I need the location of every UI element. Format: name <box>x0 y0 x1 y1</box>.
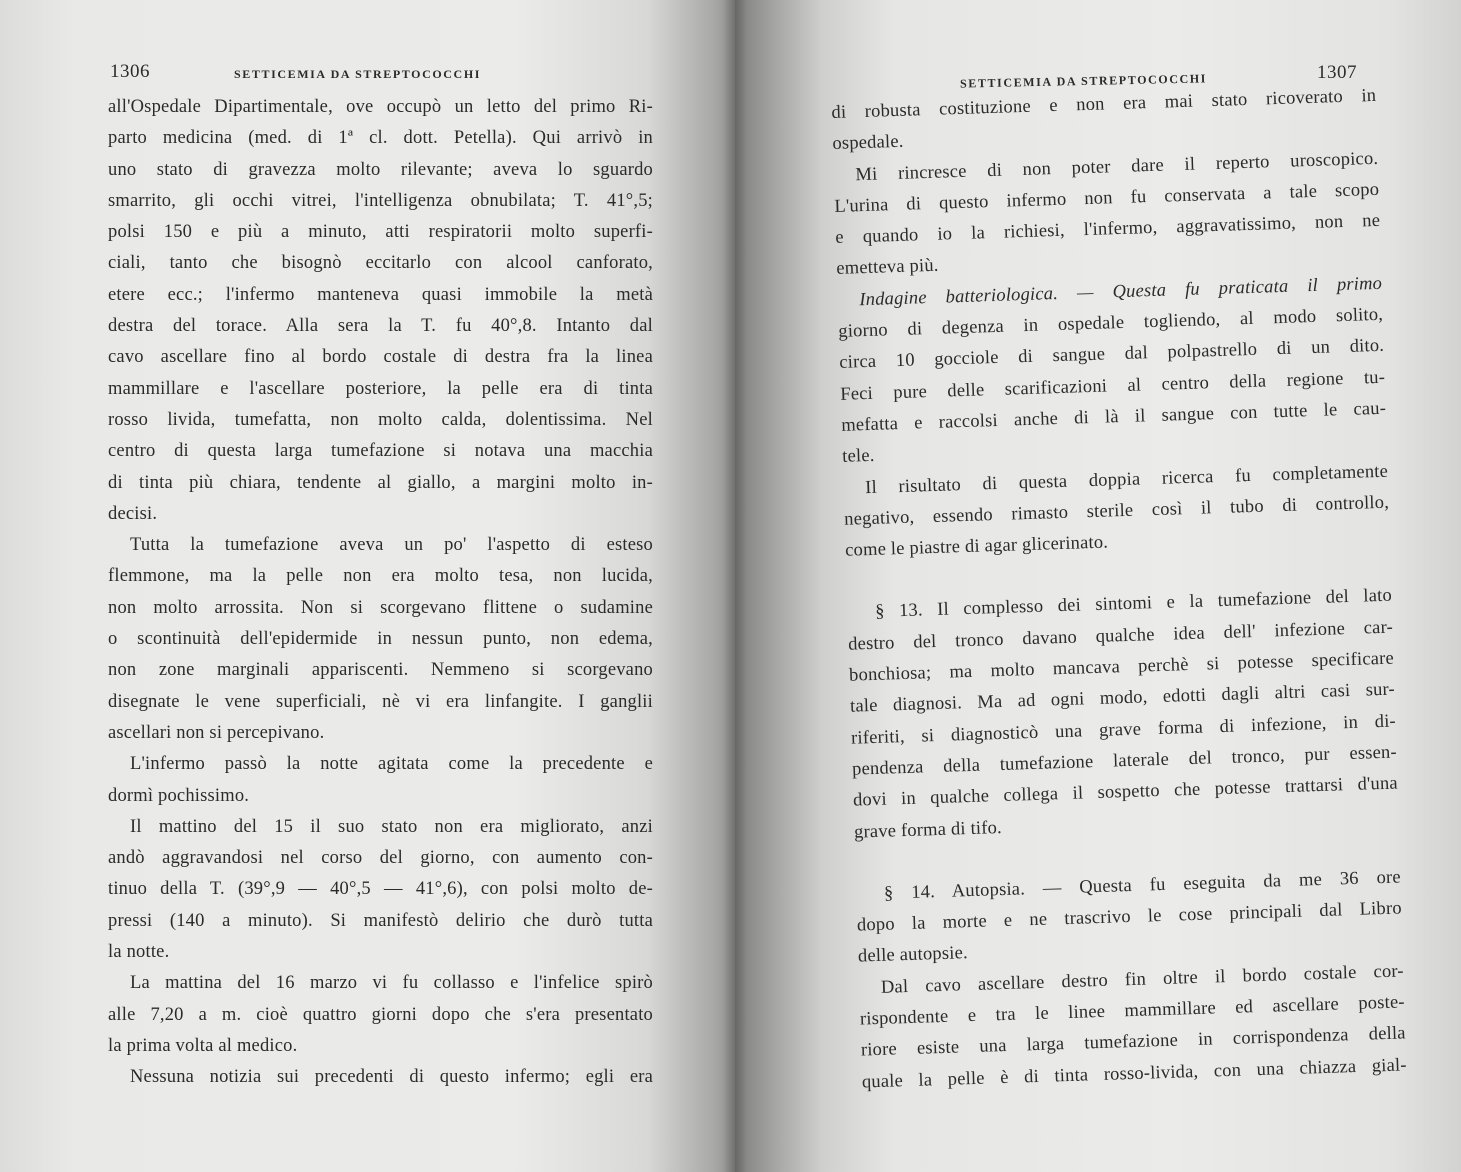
text-line: la prima volta al medico. <box>108 1035 298 1056</box>
text-line: grave forma di tifo. <box>853 817 1003 843</box>
text-line: di robusta costituzione e non era mai stato ricoverato in <box>831 85 1377 123</box>
text-line: all'Ospedale Dipartimentale, ove occupò un letto del primo Ri- <box>108 97 653 117</box>
text-line: dopo la morte e ne trascrivo le cose principali dal Libro <box>856 898 1403 936</box>
text-line: flemmone, ma la pelle non era molto tesa, non lucida, <box>108 566 653 587</box>
text-line: uno stato di gravezza molto rilevante; aveva lo sguardo <box>108 159 653 180</box>
text-line: destra del torace. Alla sera la T. fu 40°,8. Intanto dal <box>108 316 653 337</box>
text-line: negativo, essendo rimasto sterile così il tubo di controllo, <box>843 492 1390 530</box>
running-head-right: SETTICEMIA DA STREPTOCOCCHI <box>959 71 1208 91</box>
text-line: La mattina del 16 marzo vi fu collasso e l'infelice spirò <box>130 973 653 994</box>
text-line: non zone marginali appariscenti. Nemmeno si scorgevano <box>108 660 653 681</box>
right-page <box>735 0 1461 1172</box>
text-line: mammillare e l'ascellare posteriore, la pelle era di tinta <box>108 378 653 399</box>
text-line: andò aggravandosi nel corso del giorno, con aumento con- <box>108 848 653 869</box>
text-line: Feci pure delle scarificazioni al centro della regione tu- <box>840 367 1386 405</box>
text-line: parto medicina (med. di 1ª cl. dott. Petella). Qui arrivò in <box>108 128 653 149</box>
text-line: tinuo della T. (39°,9 — 40°,5 — 41°,6), con polsi molto de- <box>108 879 653 900</box>
text-line: Dal cavo ascellare destro fin oltre il bordo costale cor- <box>880 961 1405 998</box>
text-line: tale diagnosi. Ma ad ogni modo, edotti dagli altri casi sur- <box>849 679 1396 718</box>
text-line: cavo ascellare fino al bordo costale di destra fra la linea <box>108 347 653 368</box>
text-line: dovi in qualche collega il sospetto che potesse trattarsi d'una <box>852 773 1399 811</box>
text-line: delle autopsie. <box>857 943 969 967</box>
text-line: riore esiste una larga tumefazione in corrispondenza della <box>860 1023 1406 1061</box>
text-line: Il mattino del 15 il suo stato non era migliorato, anzi <box>130 816 653 837</box>
text-line: ascellari non si percepivano. <box>108 722 325 743</box>
text-line: decisi. <box>108 503 158 524</box>
text-line: ospedale. <box>832 132 904 155</box>
text-line: ciali, tanto che bisognò eccitarlo con alcool canforato, <box>108 253 653 274</box>
text-line: mefatta e raccolsi anche di là il sangue con tutte le cau- <box>840 398 1387 436</box>
text-line: Mi rincresce di non poter dare il reperto uroscopico. <box>855 148 1379 185</box>
text-line: quale la pelle è di tinta rosso-livida, con una chiazza gial- <box>861 1055 1407 1093</box>
page-number-left: 1306 <box>110 61 150 82</box>
text-line: pressi (140 a minuto). Si manifestò delirio che durò tutta <box>108 910 653 931</box>
text-line: alle 7,20 a m. cioè quattro giorni dopo che s'era presentato <box>108 1004 653 1025</box>
text-line: polsi 150 e più a minuto, atti respiratorii molto superfi- <box>108 222 653 243</box>
right-page-text <box>831 81 1407 1099</box>
text-line: L'infermo passò la notte agitata come la precedente e <box>130 754 653 775</box>
text-line: pendenza della tumefazione laterale del tronco, pur essen- <box>851 742 1398 780</box>
text-line: Tutta la tumefazione aveva un po' l'aspetto di esteso <box>130 535 653 556</box>
text-line: L'urina di questo infermo non fu conservata a tale scopo <box>834 179 1380 217</box>
running-head-left: SETTICEMIA DA STREPTOCOCCHI <box>234 67 482 81</box>
text-line: e quando io la richiesi, l'infermo, aggravatissimo, non ne <box>835 211 1381 249</box>
text-line: come le piastre di agar glicerinato. <box>844 532 1109 561</box>
text-line: Indagine batteriologica. — Questa fu praticata il primo <box>859 273 1383 310</box>
text-line: non molto arrossita. Non si scorgevano flittene o sudamine <box>108 597 653 618</box>
page-number-right: 1307 <box>1317 62 1357 83</box>
text-line: la notte. <box>108 942 170 963</box>
text-line: centro di questa larga tumefazione si notava una macchia <box>108 441 653 462</box>
text-line: Nessuna notizia sui precedenti di questo infermo; egli era <box>130 1067 653 1088</box>
text-line: disegnate le vene superficiali, nè vi era linfangite. I ganglii <box>108 691 653 712</box>
text-line: destro del tronco davano qualche idea dell' infezione car- <box>847 617 1394 655</box>
left-page-text <box>108 92 653 1094</box>
text-line: rispondente e tra le linee mammillare ed ascellare poste- <box>859 992 1406 1030</box>
text-line: emetteva più. <box>836 256 939 280</box>
text-line: bonchiosa; ma molto mancava perchè si potesse specificare <box>848 648 1395 686</box>
text-line: circa 10 gocciole di sangue dal polpastrello di un dito. <box>839 336 1385 374</box>
text-line: etere ecc.; l'infermo manteneva quasi immobile la metà <box>108 284 653 305</box>
text-line: dormì pochissimo. <box>108 785 250 806</box>
text-line: § 13. Il complesso dei sintomi e la tumefazione del lato <box>874 586 1393 623</box>
book-gutter <box>723 0 747 1172</box>
text-line: § 14. Autopsia. — Questa fu eseguita da me 36 ore <box>883 867 1402 904</box>
text-line: giorno di degenza in ospedale togliendo, al modo solito, <box>838 304 1384 342</box>
text-line: Il risultato di questa doppia ricerca fu completamente <box>864 461 1389 498</box>
text-line: smarrito, gli occhi vitrei, l'intelligenza obnubilata; T. 41°,5; <box>108 190 653 211</box>
text-line: di tinta più chiara, tendente al giallo, a margini molto in- <box>108 472 653 493</box>
text-line: riferiti, si diagnosticò una grave forma di infezione, in di- <box>850 711 1397 749</box>
text-line: rosso livida, tumefatta, non molto calda, dolentissima. Nel <box>108 409 653 430</box>
text-line: tele. <box>841 446 875 468</box>
text-line: o scontinuità dell'epidermide in nessun punto, non edema, <box>108 629 653 650</box>
